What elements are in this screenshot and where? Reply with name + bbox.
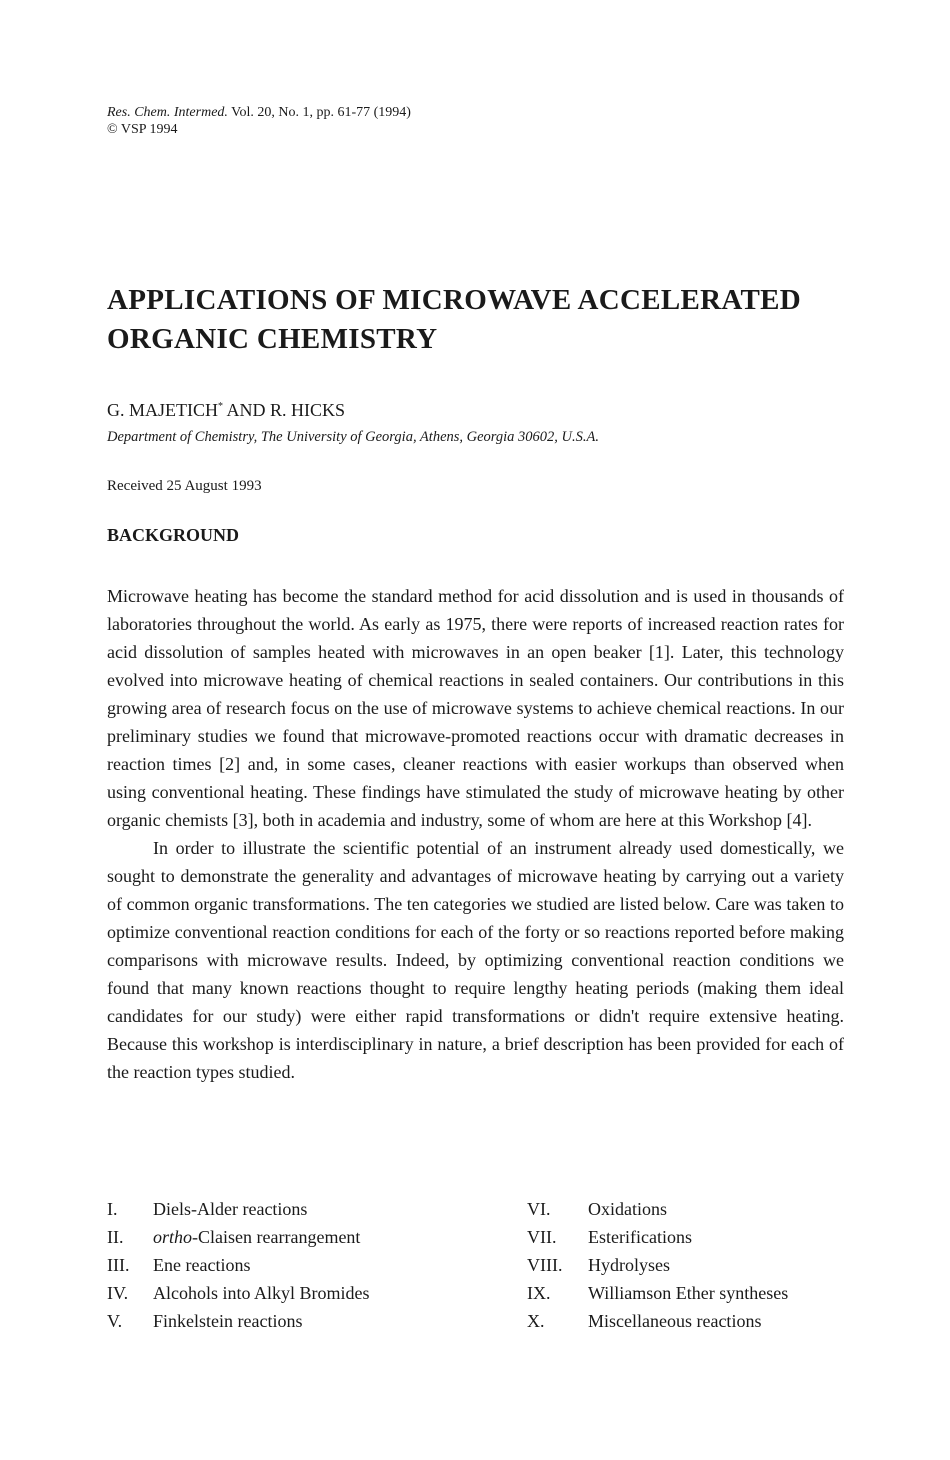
item-label: Alcohols into Alkyl Bromides <box>153 1283 370 1303</box>
item-label-rest: -Claisen rearrangement <box>192 1227 361 1247</box>
list-column-left <box>107 1195 370 1335</box>
item-number: IV. <box>107 1283 129 1303</box>
item-label: Diels-Alder reactions <box>153 1199 308 1219</box>
list-item <box>107 1307 370 1335</box>
item-number: IX. <box>527 1283 551 1303</box>
item-number: II. <box>107 1227 124 1247</box>
item-label: Miscellaneous reactions <box>588 1311 762 1331</box>
paragraph: In order to illustrate the scientific potential of an instrument already used domestically, we sought to demonstrate the generality and advantages of microwave heating by carrying out a variety of common organic transformations. The ten categories we studied are listed below. Care was taken to optimize conventional reaction conditions for each of the forty or so reactions reported before making comparisons with microwave results. Indeed, by optimizing conventional reaction conditions we found that many known reactions thought to require lengthy heating periods (making them ideal candidates for our study) were either rapid transformations or didn't require extensive heating. Because this workshop is interdisciplinary in nature, a brief description has been provided for each of the reaction types studied. <box>107 838 844 1082</box>
item-number: I. <box>107 1199 118 1219</box>
paper-title <box>107 281 867 359</box>
list-item <box>107 1279 370 1307</box>
list-item <box>527 1307 788 1335</box>
list-item <box>527 1251 788 1279</box>
item-number: VII. <box>527 1227 557 1247</box>
item-number: V. <box>107 1311 123 1331</box>
volume-info: Vol. 20, No. 1, pp. 61-77 (1994) <box>231 105 411 120</box>
section-heading: BACKGROUND <box>107 525 240 545</box>
item-label: Williamson Ether syntheses <box>588 1283 789 1303</box>
item-number: X. <box>527 1311 545 1331</box>
body-text <box>107 582 844 1086</box>
affiliation: Department of Chemistry, The University of Georgia, Athens, Georgia 30602, U.S.A. <box>107 429 600 445</box>
item-label <box>153 1223 360 1251</box>
list-item <box>107 1223 370 1251</box>
corresponding-author-mark: * <box>218 401 223 412</box>
item-number: VI. <box>527 1199 551 1219</box>
item-label-italic: ortho <box>153 1227 193 1247</box>
item-label: Hydrolyses <box>588 1255 670 1275</box>
item-number: III. <box>107 1255 130 1275</box>
author-name: AND R. HICKS <box>223 400 346 420</box>
item-label: Ene reactions <box>153 1255 251 1275</box>
title-line-1: APPLICATIONS OF MICROWAVE ACCELERATED <box>107 284 802 316</box>
list-item <box>107 1251 370 1279</box>
citation-line <box>107 104 411 121</box>
item-label: Oxidations <box>588 1199 667 1219</box>
item-number: VIII. <box>527 1255 563 1275</box>
copyright-line: © VSP 1994 <box>107 122 178 137</box>
item-label: Finkelstein reactions <box>153 1311 303 1331</box>
journal-name: Res. Chem. Intermed. <box>107 105 228 120</box>
list-item <box>527 1223 788 1251</box>
list-item <box>527 1279 788 1307</box>
item-label: Esterifications <box>588 1227 692 1247</box>
received-date: Received 25 August 1993 <box>107 478 262 494</box>
author-list <box>107 400 345 421</box>
list-column-right <box>527 1195 788 1335</box>
list-item <box>527 1195 788 1223</box>
author-name: G. MAJETICH <box>107 400 218 420</box>
list-item <box>107 1195 370 1223</box>
journal-header <box>107 104 411 138</box>
title-line-2: ORGANIC CHEMISTRY <box>107 323 438 355</box>
paragraph: Microwave heating has become the standard method for acid dissolution and is used in thousands of laboratories throughout the world. As early as 1975, there were reports of increased reaction rates for acid dissolution of samples heated with microwaves in an open beaker [1]. Later, this technology evolved into microwave heating of chemical reactions in sealed containers. Our contributions in this growing area of research focus on the use of microwave systems to achieve chemical reactions. In our preliminary studies we found that microwave-promoted reactions occur with dramatic decreases in reaction times [2] and, in some cases, cleaner reactions with easier workups than observed when using conventional heating. These findings have stimulated the study of microwave heating by other organic chemists [3], both in academia and industry, some of whom are here at this Workshop [4]. <box>107 586 844 830</box>
